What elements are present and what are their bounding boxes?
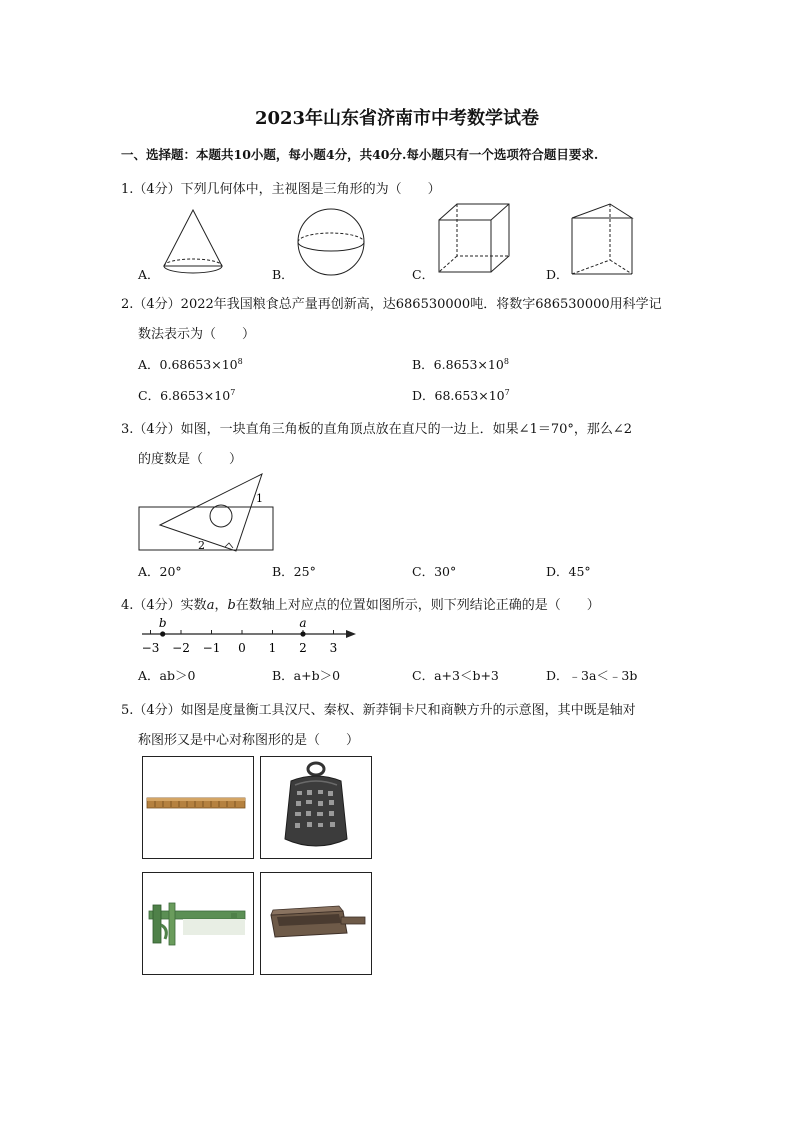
image-shang-yang-measure bbox=[260, 872, 372, 975]
q4-option-c: C．a+3＜b+3 bbox=[412, 668, 499, 683]
q1-option-a: A． bbox=[138, 267, 160, 282]
angle-1-label: 1 bbox=[256, 492, 263, 505]
q1-option-d: D． bbox=[546, 267, 569, 282]
question-5-stem-cont: 称图形又是中心对称图形的是（ ） bbox=[138, 733, 360, 748]
number-line-point-b bbox=[160, 631, 165, 636]
q4-option-d: D．﹣3a＜﹣3b bbox=[546, 668, 638, 683]
question-3-stem: 3.（4分）如图，一块直角三角板的直角顶点放在直尺的一边上．如果∠1＝70°，那么∠2 bbox=[121, 422, 633, 437]
number-line-tick-label: −1 bbox=[202, 641, 221, 655]
q1-option-b: B． bbox=[272, 267, 294, 282]
question-1-stem: 1.（4分）下列几何体中，主视图是三角形的为（ ） bbox=[121, 182, 441, 197]
square-sheng-icon bbox=[261, 873, 371, 974]
q1-option-c: C． bbox=[412, 267, 435, 282]
cube-figure bbox=[437, 202, 513, 278]
cone-figure bbox=[160, 206, 226, 278]
q2-option-c: C．$6.8653\times 10^7$ bbox=[138, 387, 236, 403]
q3-option-b: B．25° bbox=[272, 564, 316, 579]
q4-option-a: A．ab＞0 bbox=[138, 668, 196, 683]
question-5-stem: 5.（4分）如图是度量衡工具汉尺、秦权、新莽铜卡尺和商鞅方升的示意图，其中既是轴对 bbox=[121, 703, 636, 718]
number-line bbox=[138, 614, 360, 658]
number-line-tick-label: 1 bbox=[268, 641, 277, 655]
number-line-point-label: b bbox=[158, 616, 167, 630]
number-line-point-a bbox=[300, 631, 305, 636]
image-han-ruler bbox=[142, 756, 254, 859]
q2-option-a: A．$0.68653\times 10^8$ bbox=[138, 356, 243, 372]
number-line-tick-label: −3 bbox=[141, 641, 160, 655]
triangular-prism-figure bbox=[570, 202, 636, 278]
question-3-stem-cont: 的度数是（ ） bbox=[138, 452, 243, 467]
number-line-arrow bbox=[346, 630, 356, 638]
image-qin-weight bbox=[260, 756, 372, 859]
q3-option-d: D．45° bbox=[546, 564, 591, 579]
han-ruler-icon bbox=[143, 757, 253, 858]
image-xinmang-caliper bbox=[142, 872, 254, 975]
number-line-tick-label: 2 bbox=[299, 641, 307, 655]
q3-option-c: C．30° bbox=[412, 564, 457, 579]
caliper-icon bbox=[143, 873, 253, 974]
question-4-stem: 4.（4分）实数a，b在数轴上对应点的位置如图所示，则下列结论正确的是（ ） bbox=[121, 598, 600, 613]
number-line-tick-label: 3 bbox=[329, 641, 338, 655]
number-line-point-label: a bbox=[299, 616, 307, 630]
section-heading: 一、选择题：本题共10小题，每小题4分，共40分.每小题只有一个选项符合题目要求. bbox=[121, 147, 599, 162]
sphere-figure bbox=[296, 208, 368, 280]
number-line-tick-label: 0 bbox=[238, 641, 246, 655]
q3-option-a: A．20° bbox=[138, 564, 182, 579]
page-title: 2023年山东省济南市中考数学试卷 bbox=[254, 108, 540, 129]
angle-2-label: 2 bbox=[198, 539, 205, 552]
question-2-stem-cont: 数法表示为（ ） bbox=[138, 327, 256, 342]
q2-option-b: B．$6.8653\times 10^8$ bbox=[412, 356, 509, 372]
q4-option-b: B．a+b＞0 bbox=[272, 668, 341, 683]
question-2-stem: 2.（4分）2022年我国粮食总产量再创新高，达686530000吨．将数字686530000用科学记 bbox=[121, 297, 662, 312]
number-line-tick-label: −2 bbox=[172, 641, 190, 655]
q2-option-d: D．$68.653\times 10^7$ bbox=[412, 387, 510, 403]
qin-weight-icon bbox=[261, 757, 371, 858]
ruler-triangle-figure bbox=[138, 470, 278, 554]
